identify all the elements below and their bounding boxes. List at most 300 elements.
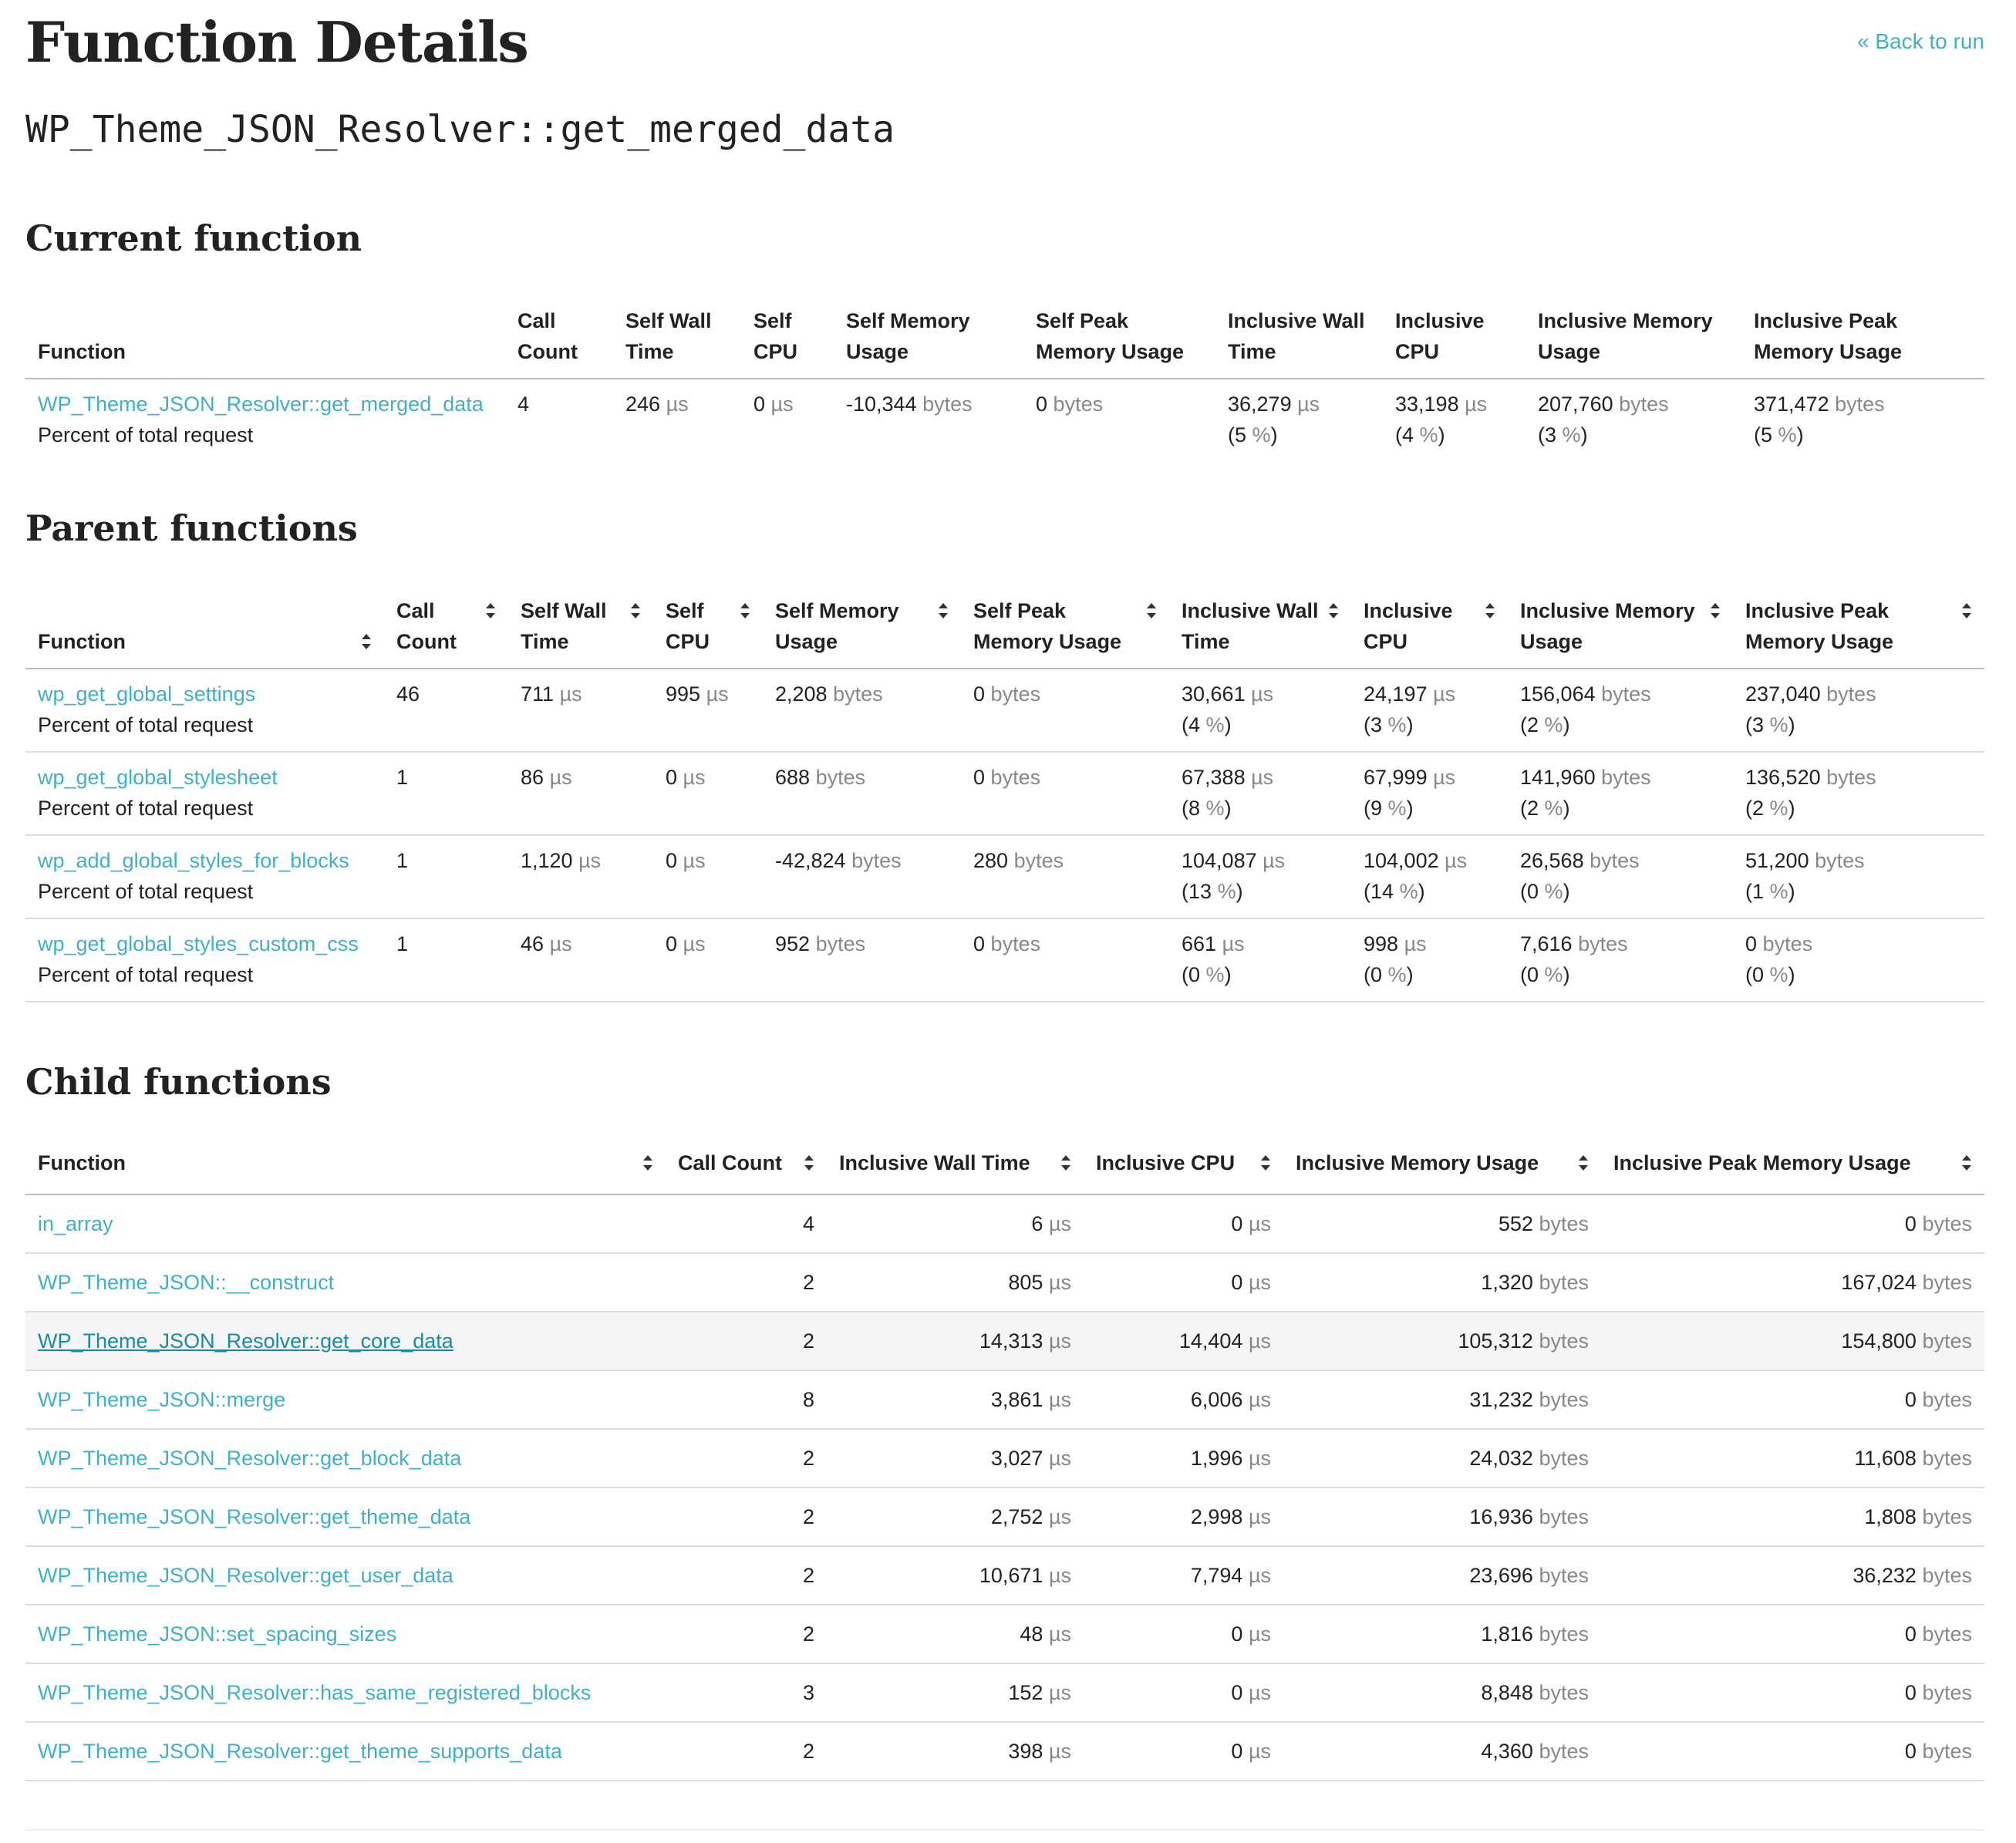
column-header-inclusive-wall-time[interactable] <box>827 1137 1084 1194</box>
self-peak-unit: bytes <box>990 766 1041 789</box>
sort-icon[interactable] <box>938 603 949 618</box>
self-cpu-value: 0 <box>753 393 766 416</box>
inc-cpu-percent: 4 <box>1402 423 1414 446</box>
inc-wall-cell <box>827 1663 1084 1722</box>
inc-peak-value: 0 <box>1904 1388 1917 1411</box>
inc-wall-cell <box>827 1722 1084 1781</box>
call-count-cell: 4 <box>802 1212 814 1235</box>
inc-wall-unit: µs <box>1297 393 1320 416</box>
function-link[interactable]: wp_get_global_settings <box>38 682 256 706</box>
inc-wall-cell: 661 µs (0 %) <box>1182 932 1245 986</box>
inc-mem-percent: 0 <box>1527 963 1539 986</box>
inc-wall-value: 6 <box>1031 1212 1043 1235</box>
call-count-cell: 3 <box>802 1681 814 1704</box>
inc-mem-percent: 2 <box>1527 797 1539 820</box>
self-peak-cell <box>961 752 1169 835</box>
function-cell <box>25 1312 666 1370</box>
self-cpu-unit: µs <box>706 682 729 706</box>
inc-cpu-value: 14,404 <box>1178 1329 1243 1353</box>
self-wall-cell <box>508 835 653 918</box>
table-row <box>25 669 1984 752</box>
function-cell <box>25 1370 666 1429</box>
inc-cpu-value: 0 <box>1231 1622 1243 1646</box>
function-link[interactable]: wp_get_global_stylesheet <box>38 766 278 789</box>
inc-peak-cell <box>1601 1722 1984 1781</box>
function-link[interactable]: wp_add_global_styles_for_blocks <box>38 849 349 872</box>
inc-wall-value: 10,671 <box>979 1564 1043 1587</box>
inc-mem-value: 156,064 <box>1520 682 1596 706</box>
self-peak-value: 0 <box>1036 393 1048 416</box>
self-peak-unit: bytes <box>1053 393 1104 416</box>
inc-wall-cell <box>827 1370 1084 1429</box>
inc-peak-percent-unit: % <box>1778 423 1797 446</box>
inc-wall-unit: µs <box>1048 1564 1071 1587</box>
column-header-call-count[interactable] <box>666 1137 827 1194</box>
self-mem-value: 688 <box>775 766 811 789</box>
column-header-self-cpu[interactable] <box>653 595 763 669</box>
function-cell <box>25 1194 666 1253</box>
sort-icon[interactable] <box>1328 603 1339 618</box>
inc-wall-value: 3,027 <box>990 1447 1043 1470</box>
function-cell <box>25 669 384 752</box>
inc-wall-cell <box>827 1194 1084 1253</box>
inc-mem-unit: bytes <box>1601 682 1651 706</box>
inc-cpu-percent: 9 <box>1370 797 1383 820</box>
self-wall-unit: µs <box>559 682 582 706</box>
inc-wall-value: 14,313 <box>979 1329 1043 1353</box>
function-link[interactable]: WP_Theme_JSON::merge <box>38 1388 286 1411</box>
inc-mem-percent-unit: % <box>1562 423 1581 446</box>
inc-mem-cell: 141,960 bytes (2 %) <box>1520 766 1651 820</box>
column-header-inclusive-wall-time <box>1215 305 1383 379</box>
column-header-call-count <box>505 305 613 379</box>
column-header-self-peak-memory-usage[interactable] <box>961 595 1169 669</box>
inc-wall-cell <box>827 1253 1084 1312</box>
inc-peak-unit: bytes <box>1922 1740 1972 1763</box>
function-cell <box>25 1605 666 1663</box>
function-link[interactable]: WP_Theme_JSON::__construct <box>38 1271 335 1294</box>
table-row <box>25 835 1984 918</box>
inc-cpu-cell <box>1084 1312 1283 1370</box>
inc-wall-unit: µs <box>1048 1681 1071 1704</box>
sort-icon[interactable] <box>1961 1155 1972 1171</box>
self-cpu-cell <box>741 379 834 461</box>
inc-cpu-unit: µs <box>1248 1212 1271 1235</box>
inc-cpu-cell <box>1084 1370 1283 1429</box>
inc-wall-unit: µs <box>1048 1329 1071 1353</box>
inc-peak-unit: bytes <box>1922 1271 1972 1294</box>
sort-icon[interactable] <box>361 634 372 649</box>
inc-wall-percent: 5 <box>1235 423 1247 446</box>
call-count-cell: 2 <box>802 1564 814 1587</box>
inc-cpu-unit: µs <box>1248 1447 1271 1470</box>
sort-icon[interactable] <box>1060 1155 1071 1171</box>
column-header-label: Inclusive CPU <box>1364 599 1453 653</box>
inc-cpu-percent-unit: % <box>1387 713 1407 736</box>
inc-cpu-value: 104,002 <box>1364 849 1439 872</box>
child-functions-table <box>25 1137 1984 1781</box>
inc-mem-value: 207,760 <box>1538 393 1613 416</box>
inc-cpu-percent-unit: % <box>1419 423 1438 446</box>
current-function-table <box>25 305 1984 461</box>
column-header-label: Self Memory Usage <box>846 309 970 363</box>
function-link[interactable]: WP_Theme_JSON_Resolver::get_merged_data <box>38 393 484 416</box>
inc-mem-unit: bytes <box>1539 1622 1589 1646</box>
inc-wall-unit: µs <box>1048 1622 1071 1646</box>
self-mem-value: 2,208 <box>775 682 828 706</box>
self-cpu-unit: µs <box>683 932 706 955</box>
column-header-inclusive-cpu <box>1383 305 1525 379</box>
inc-wall-unit: µs <box>1048 1271 1071 1294</box>
function-link[interactable]: WP_Theme_JSON_Resolver::get_block_data <box>38 1447 462 1470</box>
inc-mem-percent-unit: % <box>1544 963 1563 986</box>
column-header-function[interactable] <box>25 595 384 669</box>
column-header-self-wall-time[interactable] <box>508 595 653 669</box>
inc-cpu-cell <box>1084 1429 1283 1488</box>
inc-wall-cell: 30,661 µs (4 %) <box>1182 682 1274 736</box>
inc-peak-cell: 136,520 bytes (2 %) <box>1745 766 1876 820</box>
column-header-inclusive-peak-memory-usage[interactable] <box>1733 595 1984 669</box>
sort-icon[interactable] <box>1260 1155 1271 1171</box>
inc-mem-unit: bytes <box>1590 849 1640 872</box>
percent-label: Percent of total request <box>38 880 254 903</box>
column-header-call-count[interactable] <box>384 595 508 669</box>
inc-peak-unit: bytes <box>1922 1388 1972 1411</box>
inc-cpu-unit: µs <box>1248 1388 1271 1411</box>
inc-peak-value: 0 <box>1904 1212 1917 1235</box>
function-link[interactable]: in_array <box>38 1212 113 1235</box>
call-count-cell: 1 <box>396 766 409 789</box>
function-link[interactable]: WP_Theme_JSON_Resolver::get_theme_supports_data <box>38 1740 562 1763</box>
sort-icon[interactable] <box>804 1155 814 1171</box>
self-cpu-value: 0 <box>666 849 678 872</box>
inc-cpu-unit: µs <box>1248 1564 1271 1587</box>
inc-mem-cell: 7,616 bytes (0 %) <box>1520 932 1628 986</box>
current-function-heading: Current function <box>25 217 362 259</box>
inc-wall-percent-unit: % <box>1205 963 1225 986</box>
table-row <box>25 752 1984 835</box>
inc-peak-unit: bytes <box>1922 1564 1972 1587</box>
self-peak-cell <box>961 918 1169 1002</box>
self-wall-value: 46 <box>521 932 544 955</box>
inc-mem-cell: 156,064 bytes (2 %) <box>1520 682 1651 736</box>
inc-peak-unit: bytes <box>1762 932 1813 955</box>
inc-peak-cell <box>1601 1429 1984 1488</box>
inc-peak-value: 0 <box>1745 932 1758 955</box>
table-row <box>25 1546 1984 1605</box>
inc-cpu-value: 7,794 <box>1190 1564 1243 1587</box>
sort-icon[interactable] <box>642 1155 653 1171</box>
percent-label: Percent of total request <box>38 423 254 446</box>
inc-cpu-cell: 104,002 µs (14 %) <box>1364 849 1468 903</box>
inc-mem-unit: bytes <box>1619 393 1669 416</box>
inc-wall-value: 152 <box>1008 1681 1043 1704</box>
inc-wall-value: 398 <box>1008 1740 1043 1763</box>
column-header-self-memory-usage <box>834 305 1023 379</box>
sort-icon[interactable] <box>1485 603 1495 618</box>
inc-mem-value: 23,696 <box>1469 1564 1533 1587</box>
self-mem-value: -10,344 <box>846 393 917 416</box>
function-link[interactable]: WP_Theme_JSON_Resolver::get_core_data <box>38 1329 453 1353</box>
inc-mem-cell <box>1283 1370 1601 1429</box>
column-header-inclusive-cpu[interactable] <box>1084 1137 1283 1194</box>
column-header-label: Function <box>38 340 126 363</box>
inc-cpu-cell <box>1084 1663 1283 1722</box>
inc-cpu-value: 24,197 <box>1364 682 1428 706</box>
column-header-label: Self CPU <box>753 309 798 363</box>
inc-cpu-unit: µs <box>1248 1681 1271 1704</box>
inc-mem-value: 24,032 <box>1469 1447 1533 1470</box>
self-mem-value: -42,824 <box>775 849 846 872</box>
call-count-cell: 8 <box>802 1388 814 1411</box>
function-link[interactable]: WP_Theme_JSON_Resolver::get_user_data <box>38 1564 453 1587</box>
function-link[interactable]: WP_Theme_JSON_Resolver::get_theme_data <box>38 1505 471 1528</box>
self-peak-unit: bytes <box>990 932 1041 955</box>
inc-cpu-cell <box>1084 1722 1283 1781</box>
self-wall-cell <box>613 379 741 461</box>
self-cpu-value: 995 <box>666 682 701 706</box>
parent-functions-table <box>25 595 1984 1002</box>
column-header-function[interactable] <box>25 1137 666 1194</box>
inc-mem-unit: bytes <box>1539 1212 1589 1235</box>
inc-wall-percent-unit: % <box>1252 423 1271 446</box>
inc-mem-cell <box>1283 1429 1601 1488</box>
inc-cpu-value: 0 <box>1231 1740 1243 1763</box>
self-mem-unit: bytes <box>815 932 866 955</box>
percent-label: Percent of total request <box>38 797 254 820</box>
self-mem-unit: bytes <box>815 766 866 789</box>
inc-peak-percent: 1 <box>1752 880 1765 903</box>
table-row <box>25 379 1984 461</box>
inc-peak-cell <box>1601 1370 1984 1429</box>
table-row <box>25 1722 1984 1781</box>
inc-wall-percent-unit: % <box>1205 713 1225 736</box>
inc-mem-cell <box>1283 1546 1601 1605</box>
self-cpu-unit: µs <box>770 393 794 416</box>
inc-wall-value: 2,752 <box>990 1505 1043 1528</box>
inc-wall-unit: µs <box>1048 1388 1071 1411</box>
inc-mem-value: 1,320 <box>1481 1271 1533 1294</box>
child-functions-heading: Child functions <box>25 1061 332 1103</box>
inc-wall-unit: µs <box>1263 849 1286 872</box>
self-wall-cell <box>508 669 653 752</box>
function-link[interactable]: WP_Theme_JSON::set_spacing_sizes <box>38 1622 397 1646</box>
inc-cpu-cell: 998 µs (0 %) <box>1364 932 1427 986</box>
self-wall-value: 86 <box>521 766 544 789</box>
inc-mem-unit: bytes <box>1578 932 1628 955</box>
inc-peak-unit: bytes <box>1922 1447 1972 1470</box>
column-header-inclusive-memory-usage <box>1525 305 1741 379</box>
inc-peak-percent: 3 <box>1752 713 1765 736</box>
percent-label: Percent of total request <box>38 963 254 986</box>
sort-icon[interactable] <box>1710 603 1721 618</box>
function-name: WP_Theme_JSON_Resolver::get_merged_data <box>25 108 895 151</box>
sort-icon[interactable] <box>1146 603 1157 618</box>
inc-mem-unit: bytes <box>1539 1681 1589 1704</box>
function-cell <box>25 752 384 835</box>
self-wall-unit: µs <box>549 932 572 955</box>
inc-wall-unit: µs <box>1048 1740 1071 1763</box>
inc-mem-unit: bytes <box>1539 1447 1589 1470</box>
inc-mem-value: 26,568 <box>1520 849 1584 872</box>
column-header-label: Inclusive Peak Memory Usage <box>1745 599 1894 653</box>
inc-peak-unit: bytes <box>1922 1681 1972 1704</box>
call-count-cell: 2 <box>802 1622 814 1646</box>
inc-peak-value: 36,232 <box>1852 1564 1917 1587</box>
column-header-inclusive-peak-memory-usage[interactable] <box>1601 1137 1984 1194</box>
column-header-label: Inclusive Memory Usage <box>1296 1151 1539 1174</box>
sort-icon[interactable] <box>740 603 750 618</box>
call-count-cell: 2 <box>802 1505 814 1528</box>
call-count-cell: 2 <box>802 1271 814 1294</box>
self-mem-unit: bytes <box>922 393 973 416</box>
function-link[interactable]: WP_Theme_JSON_Resolver::has_same_registered_blocks <box>38 1681 592 1704</box>
column-header-inclusive-memory-usage[interactable] <box>1283 1137 1601 1194</box>
inc-mem-percent-unit: % <box>1544 713 1563 736</box>
column-header-label: Function <box>38 630 126 653</box>
call-count-cell: 2 <box>802 1329 814 1353</box>
inc-mem-percent-unit: % <box>1544 797 1563 820</box>
inc-mem-unit: bytes <box>1539 1740 1589 1763</box>
self-wall-value: 246 <box>625 393 661 416</box>
inc-cpu-unit: µs <box>1433 766 1456 789</box>
inc-cpu-cell: 24,197 µs (3 %) <box>1364 682 1456 736</box>
inc-mem-value: 105,312 <box>1458 1329 1533 1353</box>
self-mem-cell <box>834 379 1023 461</box>
inc-peak-unit: bytes <box>1922 1622 1972 1646</box>
inc-mem-cell: 207,760 bytes (3 %) <box>1538 393 1669 446</box>
inc-wall-value: 3,861 <box>990 1388 1043 1411</box>
self-cpu-value: 0 <box>666 932 678 955</box>
inc-peak-unit: bytes <box>1922 1212 1972 1235</box>
self-cpu-unit: µs <box>683 766 706 789</box>
inc-peak-cell: 0 bytes (0 %) <box>1745 932 1813 986</box>
percent-label: Percent of total request <box>38 713 254 736</box>
column-header-label: Call Count <box>678 1151 782 1174</box>
table-row <box>25 1194 1984 1253</box>
self-peak-cell <box>961 835 1169 918</box>
inc-cpu-unit: µs <box>1248 1622 1271 1646</box>
call-count-cell: 1 <box>396 932 409 955</box>
inc-peak-cell <box>1601 1312 1984 1370</box>
table-row <box>25 1429 1984 1488</box>
column-header-label: Inclusive CPU <box>1096 1151 1236 1174</box>
self-wall-value: 711 <box>521 682 555 706</box>
inc-wall-unit: µs <box>1048 1212 1071 1235</box>
column-header-inclusive-wall-time[interactable] <box>1169 595 1351 669</box>
column-header-self-memory-usage[interactable] <box>763 595 961 669</box>
column-header-label: Inclusive Peak Memory Usage <box>1754 309 1903 363</box>
inc-wall-unit: µs <box>1251 682 1274 706</box>
inc-wall-percent-unit: % <box>1217 880 1236 903</box>
function-cell <box>25 1722 666 1781</box>
column-header-inclusive-peak-memory-usage <box>1741 305 1984 379</box>
inc-peak-cell: 237,040 bytes (3 %) <box>1745 682 1876 736</box>
inc-peak-value: 0 <box>1904 1740 1917 1763</box>
inc-mem-cell <box>1283 1488 1601 1546</box>
self-cpu-cell <box>653 918 763 1002</box>
inc-mem-value: 8,848 <box>1481 1681 1533 1704</box>
inc-mem-cell <box>1283 1605 1601 1663</box>
column-header-label: Call Count <box>396 599 457 653</box>
inc-wall-unit: µs <box>1048 1447 1071 1470</box>
inc-peak-value: 237,040 <box>1745 682 1821 706</box>
inc-peak-unit: bytes <box>1922 1329 1972 1353</box>
table-row <box>25 1370 1984 1429</box>
self-mem-unit: bytes <box>851 849 902 872</box>
inc-peak-percent-unit: % <box>1769 880 1788 903</box>
inc-mem-percent: 3 <box>1545 423 1557 446</box>
inc-wall-percent: 13 <box>1188 880 1212 903</box>
inc-peak-value: 1,808 <box>1864 1505 1917 1528</box>
inc-cpu-value: 0 <box>1231 1271 1243 1294</box>
self-wall-unit: µs <box>549 766 572 789</box>
inc-mem-cell: 26,568 bytes (0 %) <box>1520 849 1640 903</box>
self-wall-cell <box>508 752 653 835</box>
inc-peak-value: 136,520 <box>1745 766 1821 789</box>
inc-wall-cell <box>827 1546 1084 1605</box>
column-header-label: Self Wall Time <box>521 599 607 653</box>
function-link[interactable]: wp_get_global_styles_custom_css <box>38 932 359 955</box>
function-cell <box>25 1663 666 1722</box>
inc-mem-unit: bytes <box>1539 1564 1589 1587</box>
inc-wall-value: 36,279 <box>1228 393 1292 416</box>
inc-peak-cell <box>1601 1605 1984 1663</box>
call-count-cell: 2 <box>802 1447 814 1470</box>
back-to-run-link[interactable]: « Back to run <box>1857 29 1984 53</box>
inc-wall-cell: 104,087 µs (13 %) <box>1182 849 1286 903</box>
inc-cpu-cell: 33,198 µs (4 %) <box>1395 393 1488 446</box>
self-wall-cell <box>508 918 653 1002</box>
inc-cpu-value: 0 <box>1231 1681 1243 1704</box>
column-header-inclusive-cpu[interactable] <box>1351 595 1508 669</box>
inc-wall-unit: µs <box>1222 932 1245 955</box>
inc-peak-percent-unit: % <box>1769 797 1788 820</box>
inc-cpu-percent-unit: % <box>1399 880 1418 903</box>
sort-icon[interactable] <box>1961 603 1972 618</box>
inc-wall-unit: µs <box>1251 766 1274 789</box>
inc-mem-value: 7,616 <box>1520 932 1573 955</box>
column-header-label: Self Peak Memory Usage <box>1036 309 1185 363</box>
sort-icon[interactable] <box>630 603 641 618</box>
function-cell <box>25 1429 666 1488</box>
inc-mem-value: 4,360 <box>1481 1740 1533 1763</box>
self-peak-cell <box>1023 379 1215 461</box>
inc-mem-unit: bytes <box>1539 1271 1589 1294</box>
function-cell <box>25 1488 666 1546</box>
inc-mem-unit: bytes <box>1539 1388 1589 1411</box>
inc-cpu-unit: µs <box>1445 849 1468 872</box>
sort-icon[interactable] <box>485 603 496 618</box>
self-cpu-value: 0 <box>666 766 678 789</box>
inc-peak-cell <box>1601 1663 1984 1722</box>
inc-cpu-value: 1,996 <box>1190 1447 1243 1470</box>
inc-peak-value: 51,200 <box>1745 849 1809 872</box>
column-header-label: Call Count <box>517 309 578 363</box>
inc-mem-value: 552 <box>1498 1212 1533 1235</box>
inc-peak-value: 371,472 <box>1754 393 1829 416</box>
inc-cpu-percent-unit: % <box>1387 797 1407 820</box>
inc-peak-unit: bytes <box>1826 766 1876 789</box>
inc-cpu-cell <box>1084 1253 1283 1312</box>
inc-cpu-percent: 14 <box>1370 880 1394 903</box>
sort-icon[interactable] <box>1578 1155 1589 1171</box>
column-header-label: Inclusive Memory Usage <box>1538 309 1713 363</box>
inc-wall-cell <box>827 1605 1084 1663</box>
column-header-inclusive-memory-usage[interactable] <box>1508 595 1733 669</box>
table-row <box>25 918 1984 1002</box>
inc-peak-cell: 371,472 bytes (5 %) <box>1754 393 1885 446</box>
